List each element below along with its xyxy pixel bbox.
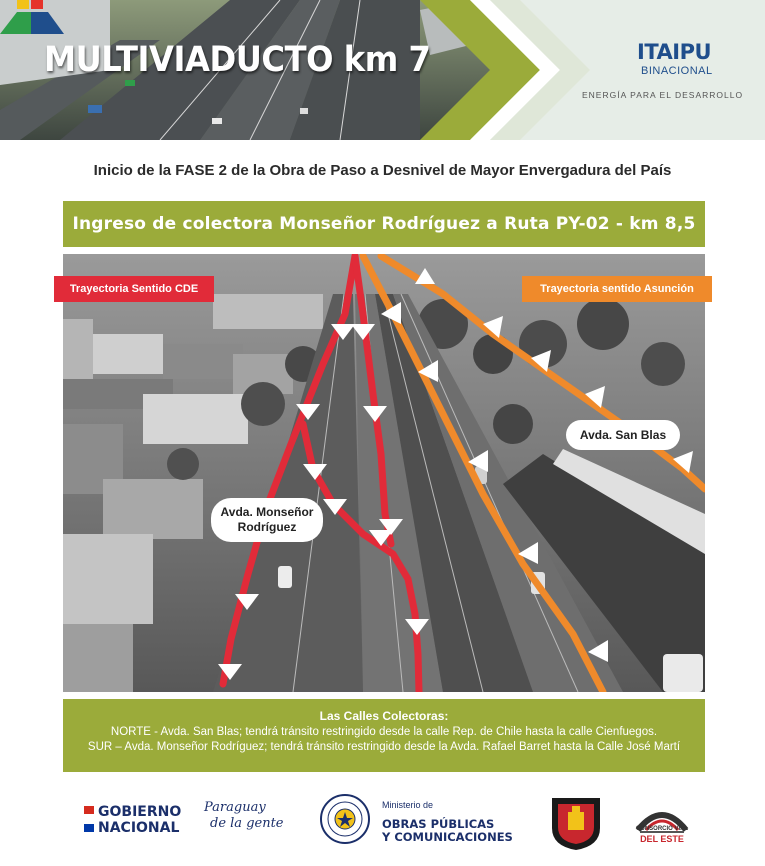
consorcio-line1: CONSORCIO VIAL (635, 826, 689, 832)
section-banner-text: Ingreso de colectora Monseñor Rodríguez a Ruta PY-02 - km 8,5 (72, 214, 696, 234)
paraguay-de-la-gente-logo (204, 800, 284, 832)
route-tag-cde: Trayectoria Sentido CDE (54, 276, 214, 302)
pyg-line1: Paraguay (204, 800, 266, 815)
gob-line2: NACIONAL (98, 820, 180, 836)
itaipu-logo-icon (0, 0, 160, 50)
label-avda-san-blas: Avda. San Blas (566, 420, 680, 450)
info-line-sur: SUR – Avda. Monseñor Rodríguez; tendrá tránsito restringido desde la Avda. Rafael Barret hasta la Calle José Martí (87, 741, 681, 753)
consorcio-line2: DEL ESTE (640, 834, 684, 844)
label-monsenor-line1: Avda. Monseñor (220, 505, 314, 519)
sponsor-logos (0, 780, 765, 866)
mop-small-text: Ministerio de (382, 800, 434, 810)
mop-line1: OBRAS PÚBLICAS (382, 817, 495, 831)
aerial-photo (63, 254, 705, 692)
national-seal-icon (320, 794, 370, 844)
brand-name: ITAIPU (637, 40, 712, 64)
mopc-logo-text (382, 818, 513, 844)
header-banner (0, 0, 765, 140)
label-avda-monsenor-rodriguez (211, 498, 323, 542)
info-line-norte: NORTE - Avda. San Blas; tendrá tránsito restringido desde la calle Rep. de Chile hasta la calle Cienfuegos. (110, 726, 658, 738)
header-title: MULTIVIADUCTO km 7 (44, 40, 431, 80)
flag-icon (84, 806, 94, 832)
municipality-crest-icon (548, 794, 604, 852)
info-box (63, 699, 705, 772)
route-tag-asuncion: Trayectoria sentido Asunción (522, 276, 712, 302)
brand-tagline: ENERGÍA PARA EL DESARROLLO (582, 90, 744, 100)
info-heading: Las Calles Colectoras: (319, 709, 449, 723)
mop-line2: Y COMUNICACIONES (382, 830, 513, 844)
route-map-illustration (63, 254, 705, 692)
gob-line1: GOBIERNO (98, 804, 182, 820)
label-monsenor-line2: Rodríguez (237, 520, 297, 534)
brand-subtitle: BINACIONAL (641, 65, 713, 77)
pyg-line2: de la gente (210, 816, 284, 831)
section-banner (63, 201, 705, 247)
page-subtitle: Inicio de la FASE 2 de la Obra de Paso a Desnivel de Mayor Envergadura del País (93, 162, 672, 179)
